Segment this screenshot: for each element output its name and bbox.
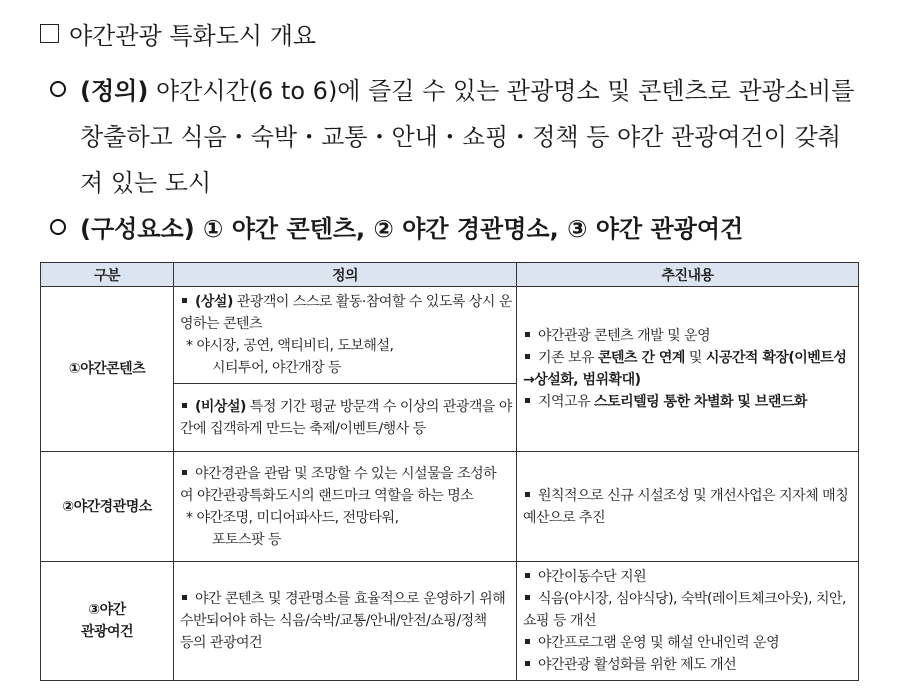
square-bullet-icon (525, 492, 530, 497)
section-heading-text: 야간관광 특화도시 개요 (69, 22, 317, 50)
square-bullet-icon (525, 354, 530, 359)
definition-example: * 야간조명, 미디어파사드, 전망타워, (186, 509, 399, 526)
plan-item-cont: 예산으로 추진 (523, 509, 606, 526)
row2-category: ②야간경관명소 (41, 452, 174, 562)
square-bullet-icon (182, 470, 187, 475)
row3-category (41, 562, 174, 681)
section-heading (40, 16, 316, 51)
row2-plan (517, 452, 859, 562)
circle-bullet-icon (50, 81, 66, 97)
plan-item-bold: 스토리텔링 통한 차별화 및 브랜드화 (594, 394, 807, 410)
components-lead: (구성요소) (80, 215, 195, 243)
circle-bullet-icon (50, 219, 66, 235)
plan-item: 야간관광 활성화를 위한 제도 개선 (538, 657, 737, 673)
square-bullet-icon (525, 639, 530, 644)
plan-item: 지역고유 (538, 394, 595, 410)
row1-definition-temporary (174, 384, 517, 452)
square-bullet-icon (182, 298, 187, 303)
definition-text: 야간경관을 관람 및 조망할 수 있는 시설물을 조성하 (195, 465, 497, 482)
components-paragraph (50, 206, 743, 252)
header-definition: 정의 (174, 263, 517, 287)
plan-item: 기존 보유 (538, 350, 598, 366)
components-text: ① 야간 콘텐츠, ② 야간 경관명소, ③ 야간 관광여건 (203, 215, 744, 243)
square-bullet-icon (525, 595, 530, 600)
square-bullet-icon (182, 595, 187, 600)
plan-item-bold: 콘텐츠 간 연계 (598, 350, 685, 366)
row1-plan (517, 287, 859, 452)
definition-example-cont: 포토스팟 등 (212, 531, 282, 548)
definition-text: 야간 콘텐츠 및 경관명소를 효율적으로 운영하기 위해 (195, 591, 506, 607)
table-row (41, 562, 859, 681)
temporary-text-cont: 간에 집객하게 만드는 축제/이벤트/행사 등 (180, 420, 426, 437)
row2-definition (174, 452, 517, 562)
permanent-text: 관광객이 스스로 활동·참여할 수 있도록 상시 운 (236, 294, 512, 310)
overview-table (40, 262, 859, 681)
definition-paragraph (50, 68, 880, 206)
definition-text-cont: 여 야간관광특화도시의 랜드마크 역할을 하는 명소 (180, 487, 474, 504)
plan-item: 야간이동수단 지원 (538, 569, 647, 585)
definition-line-1: 야간시간(6 to 6)에 즐길 수 있는 관광명소 및 콘텐츠로 관광소비를 (155, 77, 855, 105)
permanent-example-cont: 시티투어, 야간개장 등 (212, 360, 342, 376)
row3-definition (174, 562, 517, 681)
definition-line-2: 창출하고 식음・숙박・교통・안내・쇼핑・정책 등 야간 관광여건이 갖춰 (80, 123, 841, 151)
square-bullet-icon (182, 403, 187, 408)
row1-category: ①야간콘텐츠 (41, 287, 174, 452)
row3-category-line1: ③야간 (88, 602, 126, 618)
plan-item: 및 (684, 350, 706, 366)
temporary-label: (비상설) (195, 398, 246, 415)
plan-item: 야간프로그램 운영 및 해설 안내인력 운영 (538, 635, 780, 651)
row3-plan (517, 562, 859, 681)
permanent-example: * 야시장, 공연, 액티비티, 도보해설, (186, 338, 394, 354)
definition-text-cont: 등의 관광여건 (180, 635, 263, 651)
square-bullet-icon (525, 398, 530, 403)
plan-item: 야간관광 콘텐츠 개발 및 운영 (538, 328, 711, 344)
temporary-text: 특정 기간 평균 방문객 수 이상의 관광객을 야 (249, 398, 512, 415)
table-header-row (41, 263, 859, 287)
plan-item-cont: →상설화, 범위확대) (523, 372, 641, 388)
permanent-text-cont: 영하는 콘텐츠 (180, 316, 263, 332)
row1-definition-permanent (174, 287, 517, 384)
permanent-label: (상설) (195, 294, 233, 310)
definition-lead: (정의) (80, 77, 149, 105)
square-bullet-icon (525, 661, 530, 666)
plan-item: 식음(야시장, 심야식당), 숙박(레이트체크아웃), 치안, (538, 591, 846, 607)
definition-line-3: 져 있는 도시 (80, 169, 212, 197)
plan-item: 원칙적으로 신규 시설조성 및 개선사업은 지자체 매칭 (538, 487, 849, 504)
row3-category-line2: 관광여건 (80, 624, 134, 640)
definition-text-cont: 수반되어야 하는 식음/숙박/교통/안내/안전/쇼핑/정책 (180, 613, 487, 629)
header-category: 구분 (41, 263, 174, 287)
table-row (41, 287, 859, 384)
table-row (41, 452, 859, 562)
plan-item-cont: 쇼핑 등 개선 (523, 613, 597, 629)
plan-item-bold: 시공간적 확장(이벤트성 (705, 350, 847, 366)
header-plan: 추진내용 (517, 263, 859, 287)
checkbox-square-icon (40, 24, 59, 43)
square-bullet-icon (525, 573, 530, 578)
square-bullet-icon (525, 332, 530, 337)
